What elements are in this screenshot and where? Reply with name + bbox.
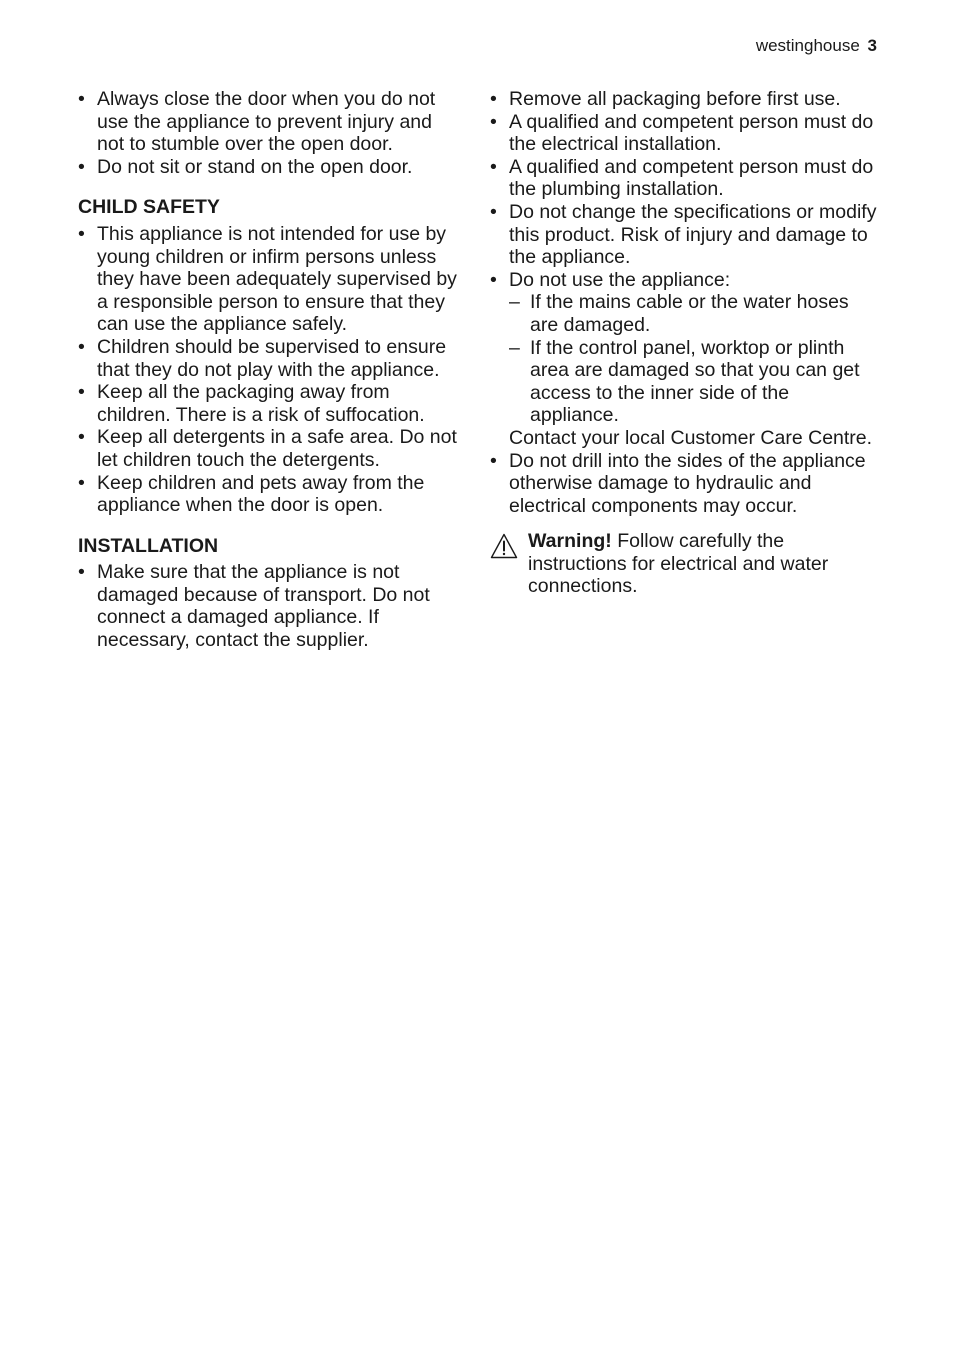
installation-heading: INSTALLATION [78,534,219,557]
sub-list-item: – If the mains cable or the water hoses are damaged. [509,291,878,336]
list-item: • Children should be supervised to ensure that they do not play with the appliance. [78,336,464,381]
child-safety-heading: CHILD SAFETY [78,196,220,219]
list-item: • Keep children and pets away from the appliance when the door is open. [78,472,464,517]
installation-list-continued [490,88,878,427]
brand-name: westinghouse [755,36,860,55]
warning-triangle-icon [490,533,518,559]
drill-list [490,450,878,518]
list-item-text: Do not use the appliance: [509,268,731,291]
list-item: • This appliance is not intended for use by young children or infirm persons unless they have been adequately supervised by a responsible person to ensure that they can use the appliance safely. [78,223,464,336]
left-column [78,88,464,652]
list-item: • Keep all the packaging away from children. There is a risk of suffocation. [78,381,464,426]
contact-note: Contact your local Customer Care Centre. [509,426,873,449]
intro-list [78,88,464,178]
list-item: • Keep all detergents in a safe area. Do not let children touch the detergents. [78,426,464,471]
child-safety-list [78,223,464,517]
page-header [756,36,877,56]
page-number: 3 [867,36,877,55]
right-column [490,88,878,598]
list-item [490,269,878,427]
list-item: • Make sure that the appliance is not damaged because of transport. Do not connect a damaged appliance. If necessary, contact the supplier. [78,561,464,651]
warning-label: Warning! [528,530,612,553]
warning-box [490,530,878,598]
list-item: • A qualified and competent person must do the plumbing installation. [490,156,878,201]
list-item: • Do not sit or stand on the open door. [78,156,464,179]
sub-list [509,291,878,427]
installation-list [78,561,464,651]
list-item: • Remove all packaging before first use. [490,88,878,111]
list-item: • Do not change the specifications or modify this product. Risk of injury and damage to the appliance. [490,201,878,269]
list-item: • Do not drill into the sides of the appliance otherwise damage to hydraulic and electrical components may occur. [490,450,878,518]
list-item: • A qualified and competent person must do the electrical installation. [490,111,878,156]
sub-list-item: – If the control panel, worktop or plinth area are damaged so that you can get access to the inner side of the appliance. [509,337,878,427]
warning-text: Follow carefully the instructions for electrical and water connections. [528,530,829,598]
list-item: • Always close the door when you do not use the appliance to prevent injury and not to stumble over the open door. [78,88,464,156]
